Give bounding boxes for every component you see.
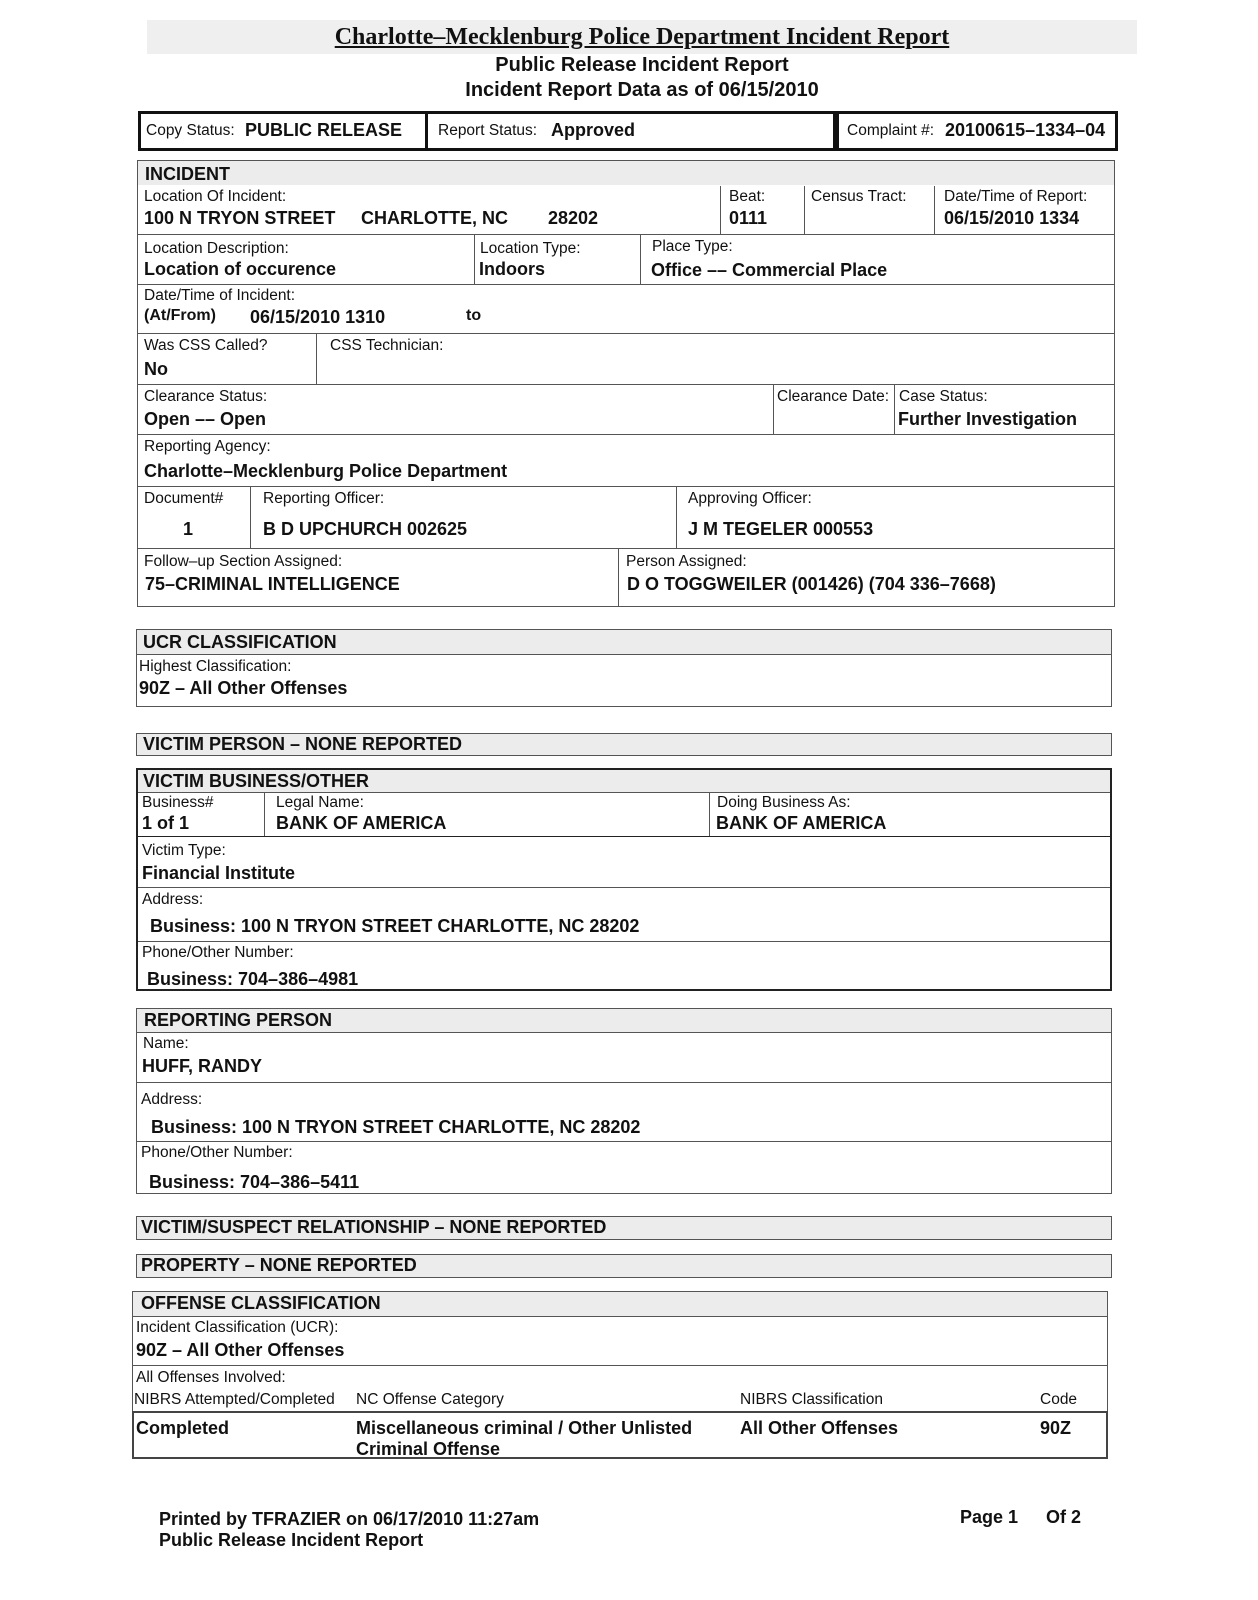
report-data-date: Incident Report Data as of 06/15/2010 — [465, 79, 819, 101]
reporting-agency-label: Reporting Agency: — [144, 438, 271, 455]
place-type-value: Office –– Commercial Place — [651, 260, 888, 280]
beat-value: 0111 — [729, 208, 768, 228]
incident-heading-bar — [138, 161, 1114, 185]
case-status-label: Case Status: — [899, 388, 988, 405]
incident-classification-label: Incident Classification (UCR): — [136, 1319, 339, 1336]
document-value: 1 — [183, 519, 194, 539]
incident-datetime-label: Date/Time of Incident: — [144, 287, 296, 304]
legal-name-label: Legal Name: — [276, 794, 364, 811]
offense-nibrs-value: All Other Offenses — [740, 1418, 899, 1438]
all-offenses-label: All Offenses Involved: — [136, 1369, 286, 1386]
offense-code-value: 90Z — [1040, 1418, 1072, 1438]
legal-name-value: BANK OF AMERICA — [276, 813, 447, 833]
offense-completed-value: Completed — [136, 1418, 230, 1438]
business-number-value: 1 of 1 — [142, 813, 190, 833]
location-type-value: Indoors — [479, 259, 545, 279]
column-code: Code — [1040, 1391, 1078, 1408]
location-type-label: Location Type: — [480, 240, 581, 257]
victim-address-label: Address: — [142, 891, 204, 908]
at-from-label: (At/From) — [144, 307, 216, 324]
location-description-value: Location of occurence — [144, 259, 337, 279]
clearance-status-value: Open –– Open — [144, 409, 267, 429]
report-subtitle: Public Release Incident Report — [495, 54, 789, 76]
printed-by: Printed by TFRAZIER on 06/17/2010 11:27am — [159, 1509, 540, 1529]
reporting-person-name-label: Name: — [143, 1035, 189, 1052]
followup-section-label: Follow–up Section Assigned: — [144, 553, 343, 570]
approving-officer-label: Approving Officer: — [688, 490, 812, 507]
location-city: CHARLOTTE, NC — [361, 208, 508, 228]
victim-business-heading: VICTIM BUSINESS/OTHER — [143, 771, 370, 791]
reporting-agency-value: Charlotte–Mecklenburg Police Department — [144, 461, 508, 481]
highest-classification-value: 90Z – All Other Offenses — [139, 678, 348, 698]
page-number: Page 1 — [960, 1507, 1019, 1527]
reporting-person-address-label: Address: — [141, 1091, 203, 1108]
reporting-officer-label: Reporting Officer: — [263, 490, 385, 507]
dba-label: Doing Business As: — [717, 794, 851, 811]
clearance-date-label: Clearance Date: — [777, 388, 890, 405]
location-zip: 28202 — [548, 208, 599, 228]
incident-to-label: to — [466, 307, 482, 324]
complaint-box — [836, 111, 1118, 151]
incident-classification-value: 90Z – All Other Offenses — [136, 1340, 345, 1360]
census-tract-label: Census Tract: — [811, 188, 907, 205]
highest-classification-label: Highest Classification: — [139, 658, 292, 675]
report-status-value: Approved — [551, 120, 636, 140]
victim-phone-value: Business: 704–386–4981 — [147, 969, 359, 989]
person-assigned-label: Person Assigned: — [626, 553, 747, 570]
victim-address-value: Business: 100 N TRYON STREET CHARLOTTE, NC 28202 — [150, 916, 640, 936]
reporting-person-phone-value: Business: 704–386–5411 — [149, 1172, 360, 1192]
reporting-person-heading: REPORTING PERSON — [144, 1010, 333, 1030]
reporting-officer-value: B D UPCHURCH 002625 — [263, 519, 468, 539]
property-heading: PROPERTY – NONE REPORTED — [141, 1255, 417, 1275]
report-status-box — [428, 111, 836, 151]
column-nibrs-attempted: NIBRS Attempted/Completed — [134, 1391, 335, 1408]
footer-subtitle: Public Release Incident Report — [159, 1530, 424, 1550]
location-description-label: Location Description: — [144, 240, 289, 257]
case-status-value: Further Investigation — [898, 409, 1078, 429]
victim-type-label: Victim Type: — [142, 842, 226, 859]
location-label: Location Of Incident: — [144, 188, 287, 205]
report-datetime-label: Date/Time of Report: — [944, 188, 1088, 205]
ucr-heading: UCR CLASSIFICATION — [143, 632, 337, 652]
page-total: Of 2 — [1046, 1507, 1082, 1527]
copy-status-label: Copy Status: — [146, 122, 235, 139]
report-title: Charlotte–Mecklenburg Police Department Incident Report — [147, 20, 1137, 54]
report-datetime-value: 06/15/2010 1334 — [944, 208, 1080, 228]
complaint-label: Complaint #: — [847, 122, 935, 139]
complaint-value: 20100615–1334–04 — [945, 120, 1106, 140]
victim-type-value: Financial Institute — [142, 863, 296, 883]
incident-datetime-value: 06/15/2010 1310 — [250, 307, 386, 327]
copy-status-box — [138, 111, 428, 151]
offense-heading: OFFENSE CLASSIFICATION — [141, 1293, 381, 1313]
clearance-status-label: Clearance Status: — [144, 388, 268, 405]
css-called-label: Was CSS Called? — [144, 337, 268, 354]
reporting-person-phone-label: Phone/Other Number: — [141, 1144, 293, 1161]
followup-section-value: 75–CRIMINAL INTELLIGENCE — [145, 574, 400, 594]
dba-value: BANK OF AMERICA — [716, 813, 887, 833]
person-assigned-value: D O TOGGWEILER (001426) (704 336–7668) — [627, 574, 996, 594]
css-technician-label: CSS Technician: — [330, 337, 444, 354]
location-street: 100 N TRYON STREET — [144, 208, 336, 228]
css-called-value: No — [144, 359, 168, 379]
incident-heading: INCIDENT — [145, 164, 230, 184]
reporting-person-address-value: Business: 100 N TRYON STREET CHARLOTTE, NC 28202 — [151, 1117, 641, 1137]
document-label: Document# — [144, 490, 224, 507]
offense-category-line1: Miscellaneous criminal / Other Unlisted — [356, 1418, 693, 1438]
reporting-person-section — [136, 1008, 1112, 1194]
relationship-heading: VICTIM/SUSPECT RELATIONSHIP – NONE REPORTED — [141, 1217, 607, 1237]
victim-person-heading: VICTIM PERSON – NONE REPORTED — [143, 734, 463, 754]
victim-phone-label: Phone/Other Number: — [142, 944, 294, 961]
reporting-person-name-value: HUFF, RANDY — [142, 1056, 262, 1076]
copy-status-value: PUBLIC RELEASE — [245, 120, 403, 140]
column-nc-offense-category: NC Offense Category — [356, 1391, 504, 1408]
place-type-label: Place Type: — [652, 238, 733, 255]
column-nibrs-classification: NIBRS Classification — [740, 1391, 883, 1408]
business-number-label: Business# — [142, 794, 214, 811]
report-status-label: Report Status: — [438, 122, 538, 139]
offense-category-line2: Criminal Offense — [356, 1439, 501, 1459]
approving-officer-value: J M TEGELER 000553 — [688, 519, 874, 539]
beat-label: Beat: — [729, 188, 766, 205]
